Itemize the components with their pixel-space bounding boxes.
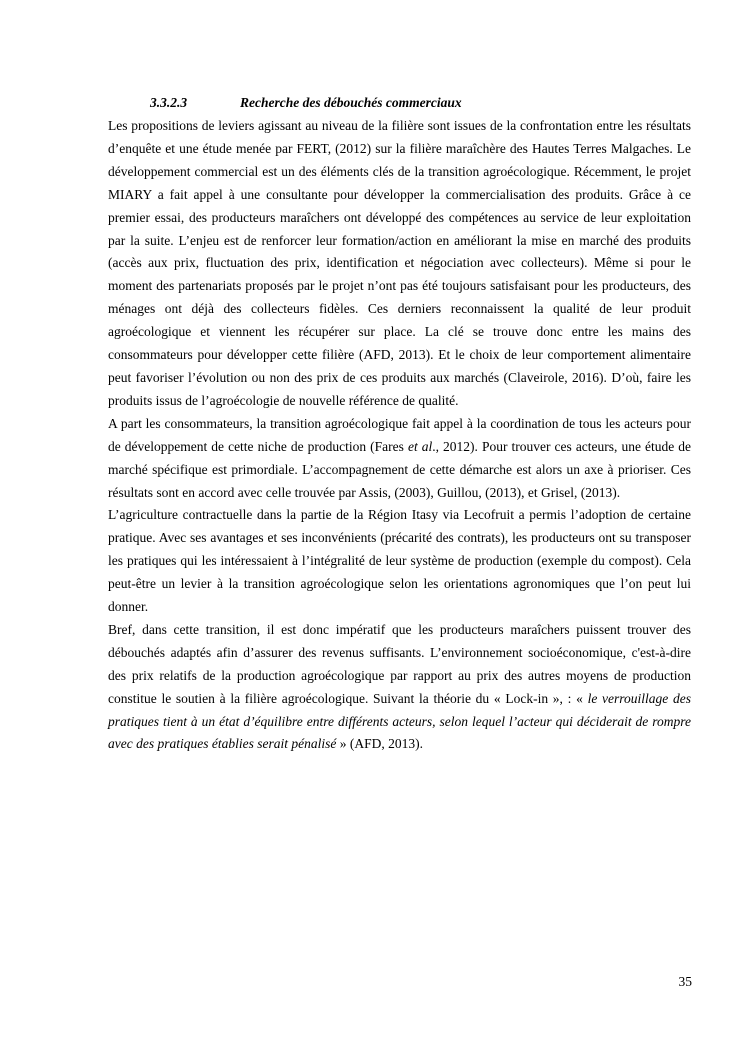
paragraph-4	[108, 619, 691, 756]
page-number: 35	[678, 974, 692, 989]
paragraph-4-quote: le verrouillage des pratiques tient à un état d’équilibre entre différents acteurs, selon lequel l’acteur qui déciderait de rompre avec des pratiques établies serait pénalisé	[108, 690, 691, 752]
paragraph-4-text-a: Bref, dans cette transition, il est donc impératif que les producteurs maraîchers puissent trouver des débouchés adaptés afin d’assurer des revenus suffisants. L’environnement socioéconomique, c'est-à-dire des prix relatifs de la production agroécologique par rapport au prix des autres moyens de production constitue le soutien à la filière agroécologique. Suivant la théorie du « Lock-in », : «	[108, 621, 691, 706]
paragraph-3: L’agriculture contractuelle dans la partie de la Région Itasy via Lecofruit a permis l’adoption de certaine pratique. Avec ses avantages et ses inconvénients (précarité des contrats), les producteurs ont su transposer les pratiques qui les intéressaient à l’intégralité de leur système de production (exemple du compost). Cela peut-être un levier à la transition agroécologique selon les orientations agronomiques que l’on peut lui donner.	[108, 507, 691, 615]
section-heading	[150, 93, 462, 113]
paragraph-2	[108, 413, 691, 505]
paragraph-2-text-b: ., 2012). Pour trouver ces acteurs, une étude de marché spécifique est primordiale. L’accompagnement de cette démarche est alors un axe à prioriser. Ces résultats sont en accord avec celle trouvée par Assis, (2003), Guillou, (2013), et Grisel, (2013).	[108, 438, 692, 500]
paragraph-4-text-b: » (AFD, 2013).	[336, 736, 423, 752]
paragraph-1: Les propositions de leviers agissant au niveau de la filière sont issues de la confrontation entre les résultats d’enquête et une étude menée par FERT, (2012) sur la filière maraîchère des Hautes Terres Malgaches. Le développement commercial est un des éléments clés de la transition agroécologique. Récemment, le projet MIARY a fait appel à une consultante pour développer la commercialisation des produits. Grâce à ce premier essai, des producteurs maraîchers ont développé des compétences au service de leur exploitation par la suite. L’enjeu est de renforcer leur formation/action en améliorant la mise en marché des produits (accès aux prix, fluctuation des prix, identification et négociation avec collecteurs). Même si pour le moment des partenariats proposés par le projet n’ont pas été toujours satisfaisant pour les producteurs, des ménages ont déjà des collecteurs fidèles. Ces derniers reconnaissent la qualité de leur produit agroécologique et viennent les récupérer sur place. La clé se trouve donc entre les mains des consommateurs pour développer cette filière (AFD, 2013). Et le choix de leur comportement alimentaire peut favoriser l’évolution ou non des prix de ces produits aux marchés (Claveirole, 2016). D’où, faire les produits issus de l’agroécologie de nouvelle référence de qualité.	[108, 118, 691, 408]
paragraph-2-italic: et al	[407, 438, 433, 454]
body-text	[108, 115, 691, 756]
section-number: 3.3.2.3	[150, 95, 188, 110]
paragraph-2-text-a: A part les consommateurs, la transition agroécologique fait appel à la coordination de tous les acteurs pour de développement de cette niche de production (Fares	[108, 415, 691, 454]
section-title: Recherche des débouchés commerciaux	[240, 95, 462, 110]
